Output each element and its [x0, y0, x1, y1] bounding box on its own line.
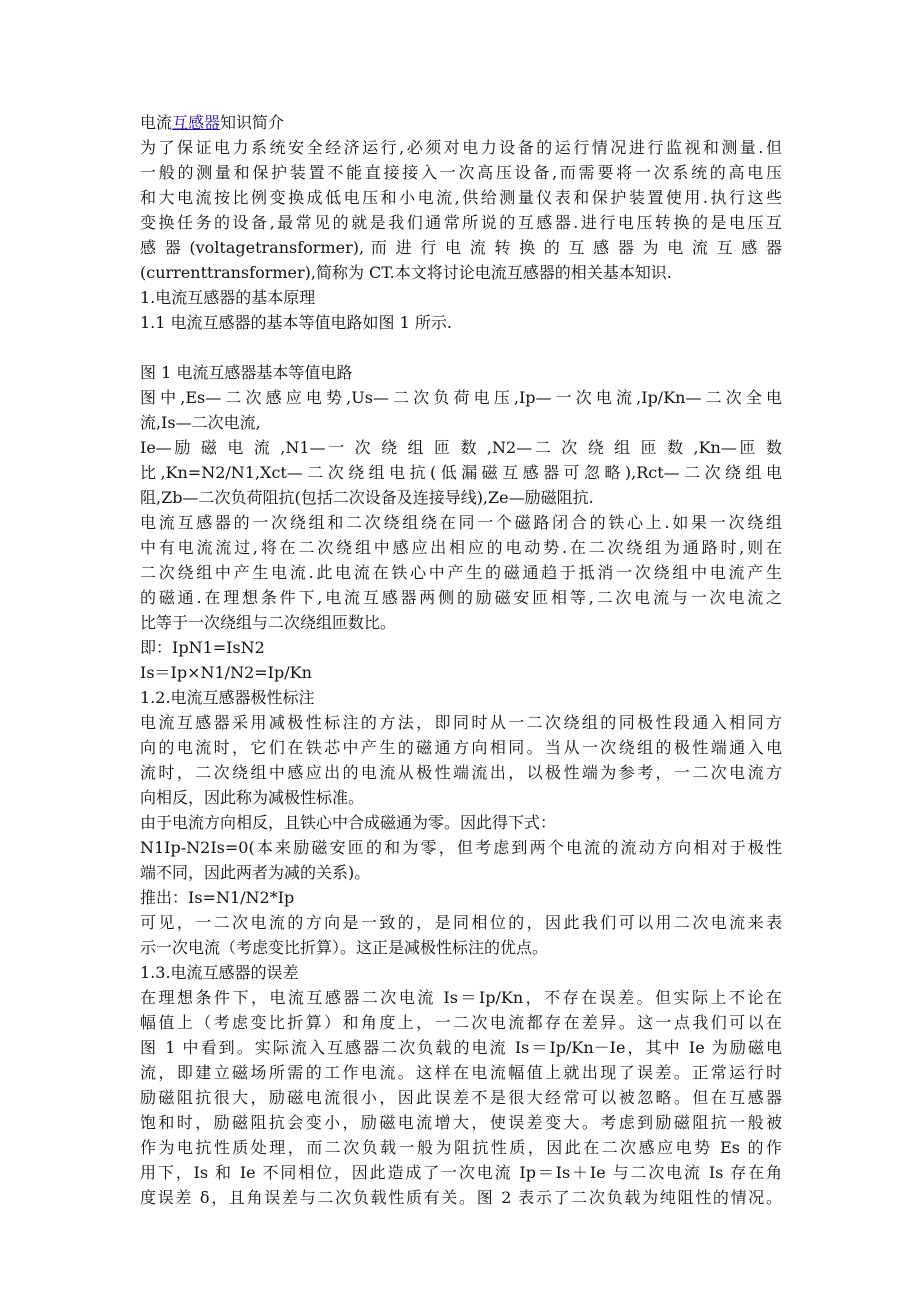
text-line: 一般的测量和保护装置不能直接接入一次高压设备,而需要将一次系统的高电压 — [140, 163, 782, 182]
text-line: 向相反，因此称为减极性标准。 — [140, 788, 365, 807]
text-line: 作为电抗性质处理，而二次负载一般为阻抗性质，因此在二次感应电势 Es 的作 — [140, 1138, 782, 1157]
text-line: 向的电流时，它们在铁芯中产生的磁通方向相同。当从一次绕组的极性端通入电 — [140, 738, 782, 757]
text-line: 流时，二次绕组中感应出的电流从极性端流出，以极性端为参考，一二次电流方 — [140, 763, 782, 782]
text-line: 流，即建立磁场所需的工作电流。这样在电流幅值上就出现了误差。正常运行时 — [140, 1063, 782, 1082]
text-line: 端不同，因此两者为减的关系)。 — [140, 863, 371, 882]
text-line: 电流互感器的一次绕组和二次绕组绕在同一个磁路闭合的铁心上.如果一次绕组 — [140, 513, 782, 532]
title-suffix: 知识简介 — [220, 113, 285, 132]
text-line: Is＝Ip×N1/N2=Ip/Kn — [140, 663, 312, 682]
text-line: (currenttransformer),简称为 CT.本文将讨论电流互感器的相关基本知识. — [140, 263, 672, 282]
text-line: 电流互感器采用减极性标注的方法，即同时从一二次绕组的同极性段通入相同方 — [140, 713, 782, 732]
text-line: Ie—励 磁 电 流 ,N1—一 次 绕 组 匝 数 ,N2—二 次 绕 组 匝 数 ,Kn—匝 数 — [140, 438, 782, 457]
text-line: 二次绕组中产生电流.此电流在铁心中产生的磁通趋于抵消一次绕组中电流产生 — [140, 563, 782, 582]
text-line: 感 器 (voltagetransformer), 而 进 行 电 流 转 换 的 互 感 器 为 电 流 互 感 器 — [140, 238, 782, 257]
text-line: 推出：Is=N1/N2*Ip — [140, 888, 295, 907]
text-line: 饱和时，励磁阻抗会变小，励磁电流增大，使误差变大。考虑到励磁阻抗一般被 — [140, 1113, 782, 1132]
text-line: 用下，Is 和 Ie 不同相位，因此造成了一次电流 Ip＝Is＋Ie 与二次电流 Is 存在角 — [140, 1163, 782, 1182]
text-line: 即：IpN1=IsN2 — [140, 638, 265, 657]
text-line: N1Ip-N2Is=0(本来励磁安匝的和为零，但考虑到两个电流的流动方向相对于极性 — [140, 838, 782, 857]
text-line: 由于电流方向相反，且铁心中合成磁通为零。因此得下式： — [140, 813, 557, 832]
text-line: 图中,Es—二次感应电势,Us—二次负荷电压,Ip—一次电流,Ip/Kn—二次全电 — [140, 388, 782, 407]
text-line: 1.电流互感器的基本原理 — [140, 288, 316, 307]
text-line: 比等于一次绕组与二次绕组匝数比。 — [140, 613, 397, 632]
text-line: 流,Is—二次电流, — [140, 413, 261, 432]
text-line: 1.1 电流互感器的基本等值电路如图 1 所示. — [140, 313, 452, 332]
text-line: 变换任务的设备,最常见的就是我们通常所说的互感器.进行电压转换的是电压互 — [140, 213, 782, 232]
text-line: 中有电流流过,将在二次绕组中感应出相应的电动势.在二次绕组为通路时,则在 — [140, 538, 782, 557]
text-line: 的磁通.在理想条件下,电流互感器两侧的励磁安匝相等,二次电流与一次电流之 — [140, 588, 782, 607]
text-line: 示一次电流（考虑变比折算）。这正是减极性标注的优点。 — [140, 938, 549, 957]
text-line: 图 1 电流互感器基本等值电路 — [140, 363, 353, 382]
text-line: 为了保证电力系统安全经济运行,必须对电力设备的运行情况进行监视和测量.但 — [140, 138, 782, 157]
text-line: 1.3.电流互感器的误差 — [140, 963, 299, 982]
transformer-link[interactable]: 互感器 — [172, 113, 221, 132]
text-line: 图 1 中看到。实际流入互感器二次负载的电流 Is＝Ip/Kn－Ie，其中 Ie 为励磁电 — [140, 1038, 782, 1057]
text-line: 在理想条件下，电流互感器二次电流 Is＝Ip/Kn，不存在误差。但实际上不论在 — [140, 988, 782, 1007]
text-line: 比,Kn=N2/N1,Xct—二次绕组电抗(低漏磁互感器可忽略),Rct—二次绕组电 — [140, 463, 782, 482]
document-title — [140, 110, 782, 135]
document-page — [140, 110, 782, 1210]
text-line: 和大电流按比例变换成低电压和小电流,供给测量仪表和保护装置使用.执行这些 — [140, 188, 782, 207]
text-line: 1.2.电流互感器极性标注 — [140, 688, 315, 707]
title-prefix: 电流 — [140, 113, 173, 132]
text-line: 可见，一二次电流的方向是一致的，是同相位的，因此我们可以用二次电流来表 — [140, 913, 782, 932]
document-body — [140, 135, 782, 1210]
text-line: 度误差 δ，且角误差与二次负载性质有关。图 2 表示了二次负载为纯阻性的情况。 — [140, 1188, 782, 1207]
blank-line — [140, 335, 782, 360]
text-line: 励磁阻抗很大，励磁电流很小，因此误差不是很大经常可以被忽略。但在互感器 — [140, 1088, 782, 1107]
text-line: 幅值上（考虑变比折算）和角度上，一二次电流都存在差异。这一点我们可以在 — [140, 1013, 782, 1032]
text-line: 阻,Zb—二次负荷阻抗(包括二次设备及连接导线),Ze—励磁阻抗. — [140, 488, 594, 507]
